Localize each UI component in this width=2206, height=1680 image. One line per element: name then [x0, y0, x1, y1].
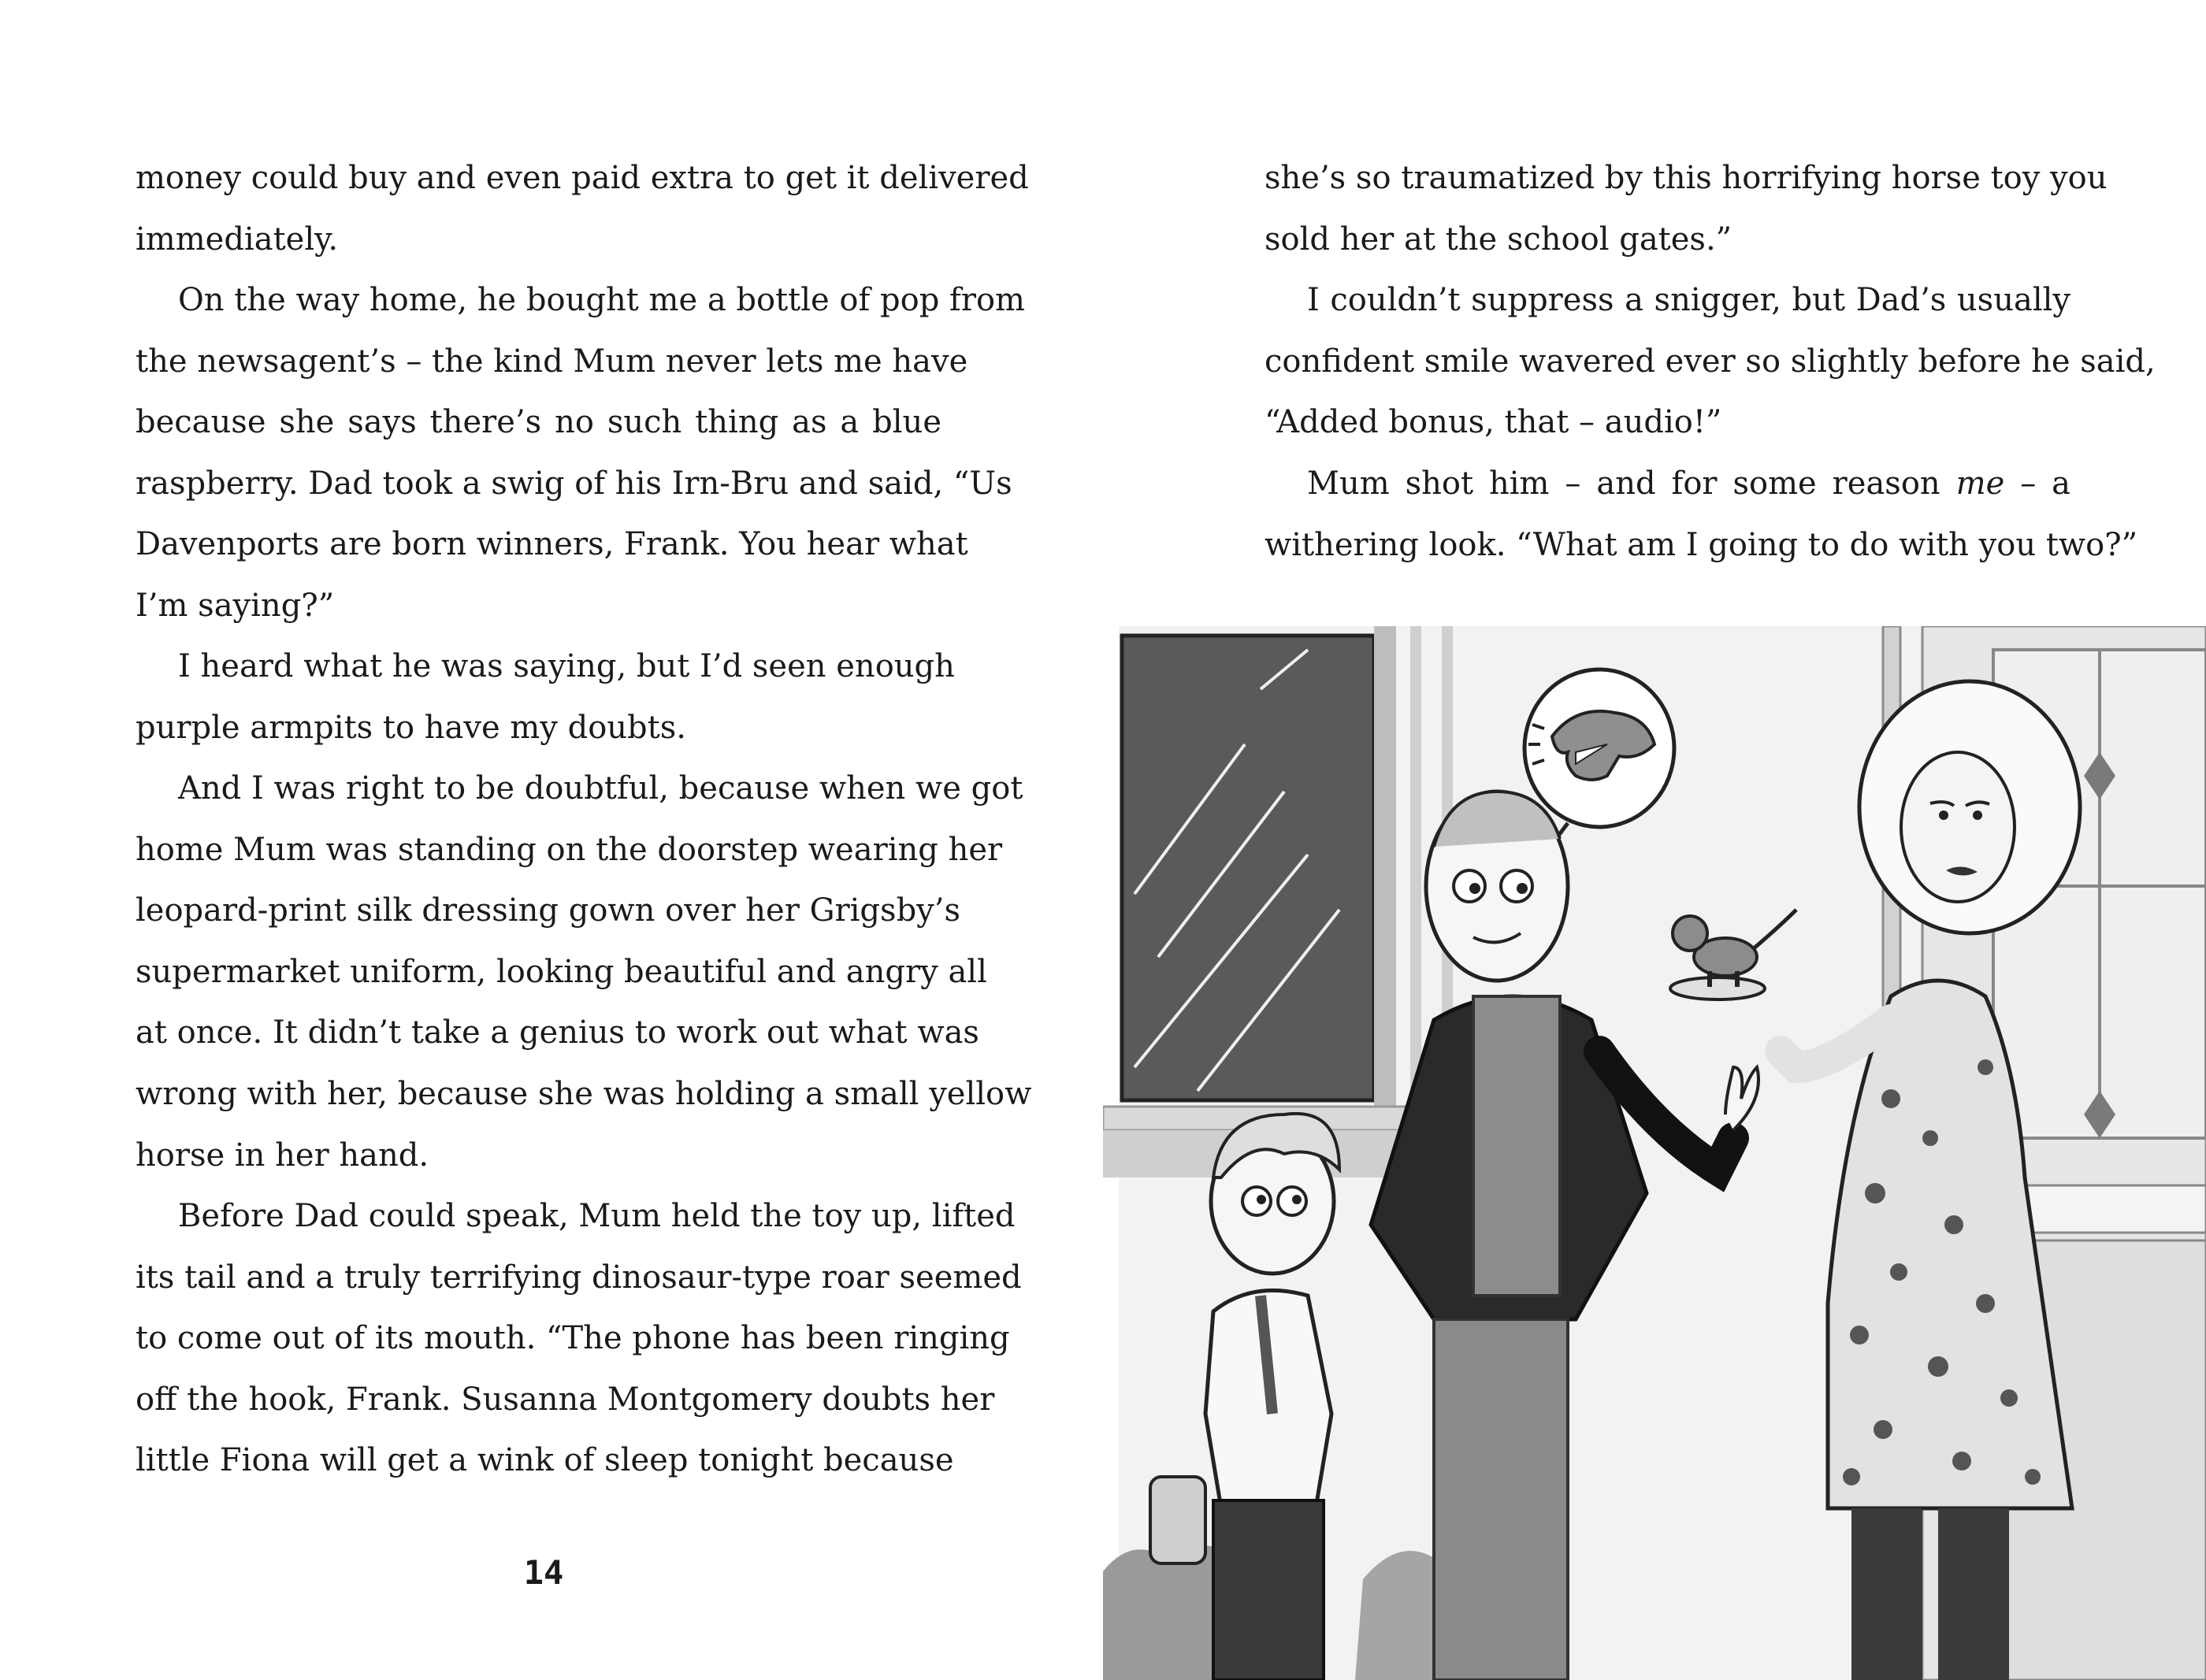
text-line: the newsagent’s – the kind Mum never lets me have	[136, 343, 968, 380]
text-line: purple armpits to have my doubts.	[136, 709, 686, 746]
text-line: “Added bonus, that – audio!”	[1265, 404, 1722, 441]
paragraph	[1265, 270, 2156, 454]
text-line: at once. It didn’t take a genius to work out what was	[136, 1014, 979, 1051]
text-line: she’s so traumatized by this horrifying horse toy you	[1265, 160, 2108, 196]
text-line: off the hook, Frank. Susanna Montgomery doubts her	[136, 1381, 995, 1418]
text-line: horse in her hand.	[136, 1137, 429, 1174]
text-line: withering look. “What am I going to do with you two?”	[1265, 526, 2138, 563]
text-line: to come out of its mouth. “The phone has been ringing	[136, 1320, 1010, 1357]
text-line: sold her at the school gates.”	[1265, 221, 1732, 258]
paragraph	[1265, 454, 2138, 576]
text-line: little Fiona will get a wink of sleep tonight because	[136, 1442, 954, 1479]
text-line: its tail and a truly terrifying dinosaur-type roar seemed	[136, 1259, 1022, 1296]
text-line: leopard-print silk dressing gown over her Grigsby’s	[136, 892, 961, 929]
text-run: – a	[2020, 465, 2071, 502]
text-line: immediately.	[136, 221, 339, 258]
text-line: because she says there’s no such thing as a blue	[136, 404, 941, 441]
text-line: supermarket uniform, looking beautiful and angry all	[136, 953, 987, 990]
text-line: raspberry. Dad took a swig of his Irn-Bru and said, “Us	[136, 465, 1012, 502]
text-line: And I was right to be doubtful, because when we got	[178, 770, 1023, 807]
text-line: I heard what he was saying, but I’d seen enough	[178, 648, 955, 684]
paragraph	[1265, 148, 2108, 270]
emphasis-text: me	[1955, 465, 2005, 502]
text-line: confident smile wavered ever so slightly before he said,	[1265, 343, 2156, 380]
paragraph	[136, 270, 1025, 637]
text-line: home Mum was standing on the doorstep wearing her	[136, 831, 1003, 868]
text-line: Before Dad could speak, Mum held the toy up, lifted	[178, 1198, 1016, 1234]
text-line: I’m saying?”	[136, 587, 335, 624]
text-line: money could buy and even paid extra to get it delivered	[136, 160, 1029, 196]
text-line: wrong with her, because she was holding a small yellow	[136, 1075, 1032, 1112]
text-line: I couldn’t suppress a snigger, but Dad’s usually	[1307, 282, 2070, 318]
paragraph	[136, 758, 1032, 1186]
paragraph	[136, 636, 955, 758]
page-number: 14	[523, 1553, 564, 1592]
text-line: Davenports are born winners, Frank. You hear what	[136, 526, 968, 563]
paragraph	[136, 1186, 1022, 1492]
text-line	[1265, 454, 2070, 515]
illustration	[1103, 626, 2206, 1680]
text-line: On the way home, he bought me a bottle of pop from	[178, 282, 1025, 318]
text-run: Mum shot him – and for some reason	[1307, 465, 1940, 502]
paragraph	[136, 148, 1029, 270]
